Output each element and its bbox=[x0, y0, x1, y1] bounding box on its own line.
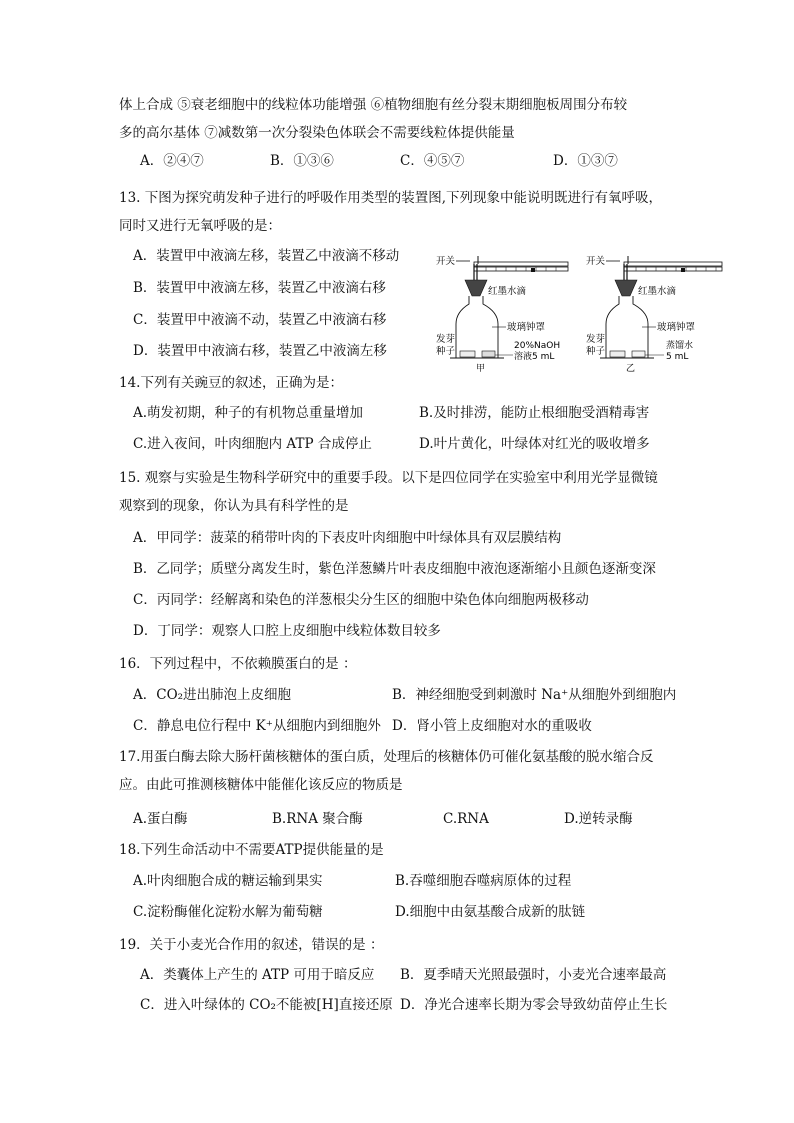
naoh-label: 20%NaOH bbox=[514, 341, 561, 351]
option-c: C.进入夜间，叶肉细胞内 ATP 合成停止 bbox=[133, 436, 372, 452]
seed-label: 发芽 bbox=[586, 334, 606, 345]
option-d: D．装置甲中液滴右移，装置乙中液滴左移 bbox=[133, 343, 387, 359]
bell-jar-label: 玻璃钟罩 bbox=[657, 322, 696, 333]
option-c: C．④⑤⑦ bbox=[400, 153, 465, 169]
label-yi: 乙 bbox=[626, 364, 636, 372]
option-c: C.淀粉酶催化淀粉水解为葡萄糖 bbox=[133, 904, 323, 920]
question-stem: 同时又进行无氧呼吸的是： bbox=[119, 218, 281, 234]
option-d: D．丁同学：观察人口腔上皮细胞中线粒体数目较多 bbox=[133, 623, 441, 639]
question-stem: 13. 下图为探究萌发种子进行的呼吸作用类型的装置图,下列现象中能说明既进行有氧呼吸， bbox=[119, 190, 663, 206]
ink-drop-label: 红墨水滴 bbox=[488, 286, 527, 297]
question-stem: 16．下列过程中，不依赖膜蛋白的是 ： bbox=[119, 656, 357, 672]
option-b: B.吞噬细胞吞噬病原体的过程 bbox=[395, 873, 572, 889]
question-stem: 17.用蛋白酶去除大肠杆菌核糖体的蛋白质，处理后的核糖体仍可催化氨基酸的脱水缩合反 bbox=[119, 749, 654, 765]
option-b: B．乙同学；质壁分离发生时，紫色洋葱鳞片叶表皮细胞中液泡逐渐缩小且颜色逐渐变深 bbox=[133, 561, 656, 577]
seed-label: 种子 bbox=[586, 346, 606, 357]
bell-jar-label: 玻璃钟罩 bbox=[507, 322, 546, 333]
option-d: D.逆转录酶 bbox=[564, 811, 633, 827]
option-b: B．①③⑥ bbox=[270, 153, 334, 169]
option-c: C．进入叶绿体的 CO₂不能被[H]直接还原 bbox=[140, 997, 393, 1013]
option-d: D．肾小管上皮细胞对水的重吸收 bbox=[392, 718, 592, 734]
question-stem: 14.下列有关豌豆的叙述，正确为是： bbox=[119, 375, 343, 391]
text-line: 体上合成 ⑤衰老细胞中的线粒体功能增强 ⑥植物细胞有丝分裂末期细胞板周围分布较 bbox=[119, 97, 628, 113]
naoh-label: 溶液5 mL bbox=[514, 352, 555, 362]
option-d: D．净光合速率长期为零会导致幼苗停止生长 bbox=[400, 997, 668, 1013]
apparatus-yi bbox=[586, 255, 722, 372]
option-a: A．类囊体上产生的 ATP 可用于暗反应 bbox=[140, 967, 375, 983]
option-a: A．CO₂进出肺泡上皮细胞 bbox=[133, 687, 292, 703]
option-c: C．丙同学：经解离和染色的洋葱根尖分生区的细胞中染色体向细胞两极移动 bbox=[133, 592, 589, 608]
switch-label: 开关 bbox=[436, 256, 456, 267]
option-b: B．神经细胞受到刺激时 Na⁺从细胞外到细胞内 bbox=[392, 687, 677, 703]
apparatus-figure bbox=[436, 252, 726, 372]
label-jia: 甲 bbox=[476, 364, 486, 372]
question-stem: 应。由此可推测核糖体中能催化该反应的物质是 bbox=[119, 777, 403, 793]
water-label: 5 mL bbox=[666, 352, 689, 362]
option-c: C．装置甲中液滴不动，装置乙中液滴右移 bbox=[133, 312, 387, 328]
ink-drop-label: 红墨水滴 bbox=[638, 286, 677, 297]
option-c: C.RNA bbox=[443, 811, 489, 827]
option-b: B．装置甲中液滴左移，装置乙中液滴右移 bbox=[133, 280, 386, 296]
text-line: 多的高尔基体 ⑦减数第一次分裂染色体联会不需要线粒体提供能量 bbox=[119, 125, 515, 141]
apparatus-jia bbox=[436, 255, 568, 372]
option-d: D.细胞中由氨基酸合成新的肽链 bbox=[395, 904, 586, 920]
question-stem: 19．关于小麦光合作用的叙述，错误的是 ： bbox=[119, 937, 384, 953]
seed-label: 种子 bbox=[436, 346, 456, 357]
option-b: B．夏季晴天光照最强时，小麦光合速率最高 bbox=[400, 967, 667, 983]
option-b: B.RNA 聚合酶 bbox=[272, 811, 363, 827]
seed-label: 发芽 bbox=[436, 334, 456, 345]
option-a: A．装置甲中液滴左移，装置乙中液滴不移动 bbox=[133, 248, 400, 264]
option-a: A.叶肉细胞合成的糖运输到果实 bbox=[133, 873, 323, 889]
option-a: A．②④⑦ bbox=[140, 153, 204, 169]
option-c: C．静息电位行程中 K⁺从细胞内到细胞外 bbox=[133, 718, 381, 734]
option-a: A.蛋白酶 bbox=[133, 811, 188, 827]
question-stem: 观察到的现象，你认为具有科学性的是 bbox=[119, 498, 349, 514]
option-a: A.萌发初期，种子的有机物总重量增加 bbox=[133, 405, 364, 421]
question-stem: 18.下列生命活动中不需要ATP提供能量的是 bbox=[119, 842, 384, 858]
switch-label: 开关 bbox=[586, 256, 606, 267]
option-d: D．①③⑦ bbox=[553, 153, 618, 169]
water-label: 蒸馏水 bbox=[666, 341, 694, 351]
option-b: B.及时排涝，能防止根细胞受酒精毒害 bbox=[419, 405, 650, 421]
question-stem: 15. 观察与实验是生物科学研究中的重要手段。以下是四位同学在实验室中利用光学显微镜 bbox=[119, 470, 658, 486]
option-a: A．甲同学：菠菜的稍带叶肉的下表皮叶肉细胞中叶绿体具有双层膜结构 bbox=[133, 530, 562, 546]
option-d: D.叶片黄化，叶绿体对红光的吸收增多 bbox=[419, 436, 650, 452]
